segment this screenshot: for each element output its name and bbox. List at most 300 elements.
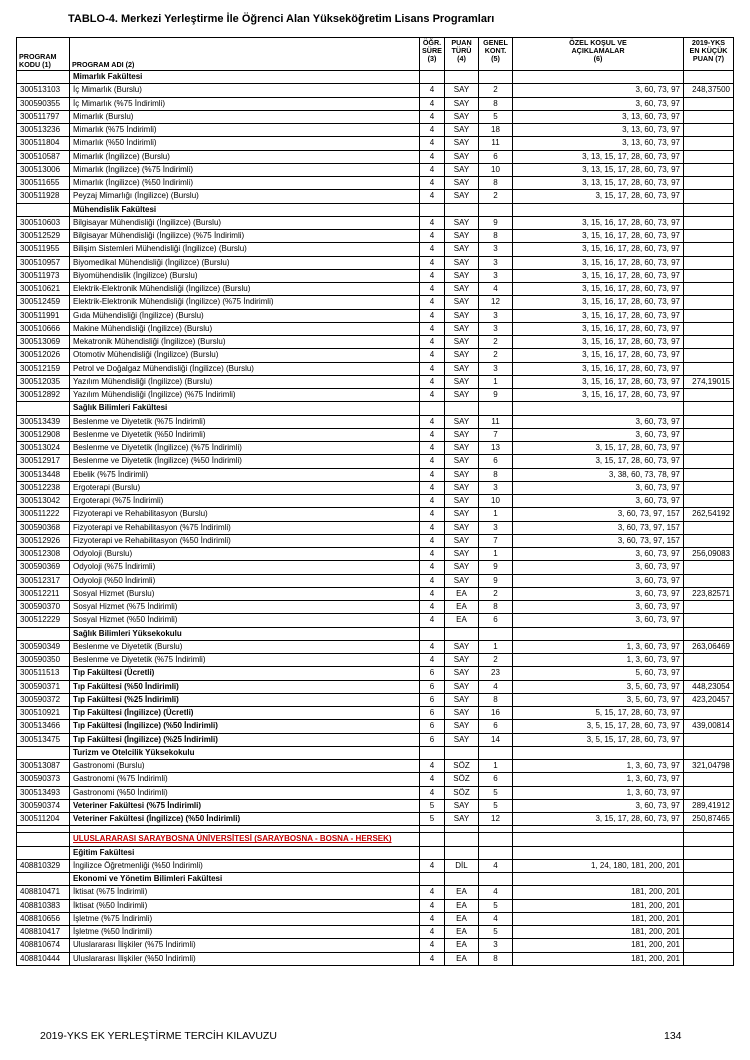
min-score [684, 899, 734, 912]
quota: 3 [479, 322, 513, 335]
special-conditions: 3, 5, 15, 17, 28, 60, 73, 97 [513, 733, 684, 746]
duration: 4 [420, 654, 445, 667]
table-row [17, 84, 734, 97]
special-conditions: 3, 13, 60, 73, 97 [513, 137, 684, 150]
table-row [17, 508, 734, 521]
score-type: SAY [445, 720, 479, 733]
program-code: 300512892 [17, 389, 70, 402]
duration: 5 [420, 799, 445, 812]
special-conditions: 1, 24, 180, 181, 200, 201 [513, 859, 684, 872]
duration: 4 [420, 190, 445, 203]
empty-cell [445, 627, 479, 640]
duration: 6 [420, 720, 445, 733]
program-name: Gastronomi (%50 İndirimli) [70, 786, 420, 799]
duration: 4 [420, 760, 445, 773]
min-score [684, 952, 734, 965]
empty-cell [445, 833, 479, 846]
header-program-code: PROGRAM KODU (1) [17, 38, 70, 71]
score-type: SAY [445, 495, 479, 508]
score-type: SAY [445, 216, 479, 229]
special-conditions: 1, 3, 60, 73, 97 [513, 640, 684, 653]
min-score [684, 859, 734, 872]
duration: 4 [420, 336, 445, 349]
score-type: SAY [445, 481, 479, 494]
score-type: EA [445, 601, 479, 614]
quota: 1 [479, 548, 513, 561]
min-score [684, 362, 734, 375]
min-score [684, 428, 734, 441]
quota: 2 [479, 336, 513, 349]
program-name: Biyomedikal Mühendisliği (İngilizce) (Burslu) [70, 256, 420, 269]
special-conditions: 3, 13, 60, 73, 97 [513, 110, 684, 123]
duration: 4 [420, 587, 445, 600]
program-code: 300510957 [17, 256, 70, 269]
special-conditions: 3, 13, 15, 17, 28, 60, 73, 97 [513, 163, 684, 176]
score-type: SAY [445, 707, 479, 720]
score-type: SAY [445, 428, 479, 441]
quota: 1 [479, 640, 513, 653]
min-score: 250,87465 [684, 813, 734, 826]
min-score [684, 561, 734, 574]
quota: 6 [479, 773, 513, 786]
program-name: Yazılım Mühendisliği (İngilizce) (Burslu) [70, 375, 420, 388]
quota: 9 [479, 389, 513, 402]
empty-cell [445, 402, 479, 415]
empty-cell [479, 71, 513, 84]
min-score [684, 150, 734, 163]
program-code: 300590370 [17, 601, 70, 614]
duration: 4 [420, 362, 445, 375]
program-name: Mekatronik Mühendisliği (İngilizce) (Burslu) [70, 336, 420, 349]
duration: 4 [420, 468, 445, 481]
quota: 5 [479, 110, 513, 123]
program-code: 300510666 [17, 322, 70, 335]
duration: 6 [420, 707, 445, 720]
empty-cell [684, 746, 734, 759]
special-conditions: 181, 200, 201 [513, 912, 684, 925]
score-type: SAY [445, 243, 479, 256]
program-name: Petrol ve Doğalgaz Mühendisliği (İngilizce) (Burslu) [70, 362, 420, 375]
min-score [684, 124, 734, 137]
table-row [17, 574, 734, 587]
empty-cell [684, 826, 734, 833]
empty-cell [513, 203, 684, 216]
quota: 3 [479, 939, 513, 952]
empty-cell [70, 826, 420, 833]
footer-guide-title: 2019-YKS EK YERLEŞTİRME TERCİH KILAVUZU [40, 1030, 277, 1042]
faculty-name: ULUSLARARASI SARAYBOSNA ÜNİVERSİTESİ (SARAYBOSNA - BOSNA - HERSEK) [70, 833, 420, 846]
table-row [17, 786, 734, 799]
table-row [17, 707, 734, 720]
min-score: 263,06469 [684, 640, 734, 653]
code-cell [17, 627, 70, 640]
duration: 4 [420, 296, 445, 309]
score-type: SAY [445, 548, 479, 561]
table-row [17, 773, 734, 786]
table-row [17, 926, 734, 939]
special-conditions: 3, 60, 73, 97 [513, 548, 684, 561]
program-code: 300511204 [17, 813, 70, 826]
program-code: 300510621 [17, 283, 70, 296]
program-code: 300513448 [17, 468, 70, 481]
table-row [17, 667, 734, 680]
min-score [684, 415, 734, 428]
score-type: SAY [445, 362, 479, 375]
duration: 4 [420, 574, 445, 587]
program-name: Tıp Fakültesi (İngilizce) (%50 İndirimli) [70, 720, 420, 733]
special-conditions: 1, 3, 60, 73, 97 [513, 786, 684, 799]
score-type: SAY [445, 508, 479, 521]
quota: 8 [479, 230, 513, 243]
score-type: SAY [445, 693, 479, 706]
special-conditions: 1, 3, 60, 73, 97 [513, 654, 684, 667]
program-name: Beslenme ve Diyetetik (İngilizce) (%75 İndirimli) [70, 442, 420, 455]
program-name: Makine Mühendisliği (İngilizce) (Burslu) [70, 322, 420, 335]
score-type: SÖZ [445, 760, 479, 773]
min-score [684, 190, 734, 203]
special-conditions: 3, 15, 16, 17, 28, 60, 73, 97 [513, 375, 684, 388]
program-name: Odyoloji (Burslu) [70, 548, 420, 561]
faculty-name: Mimarlık Fakültesi [70, 71, 420, 84]
score-type: SAY [445, 309, 479, 322]
min-score: 274,19015 [684, 375, 734, 388]
header-min-score: 2019-YKS EN KÜÇÜK PUAN (7) [684, 38, 734, 71]
duration: 4 [420, 163, 445, 176]
program-code: 300590371 [17, 680, 70, 693]
quota: 8 [479, 693, 513, 706]
score-type: SAY [445, 97, 479, 110]
program-name: Veteriner Fakültesi (%75 İndirimli) [70, 799, 420, 812]
duration: 4 [420, 640, 445, 653]
score-type: EA [445, 912, 479, 925]
quota: 11 [479, 137, 513, 150]
table-row [17, 939, 734, 952]
program-code: 300512917 [17, 455, 70, 468]
special-conditions: 3, 60, 73, 97 [513, 97, 684, 110]
score-type: SAY [445, 177, 479, 190]
program-code: 300510603 [17, 216, 70, 229]
empty-cell [445, 826, 479, 833]
program-name: İngilizce Öğretmenliği (%50 İndirimli) [70, 859, 420, 872]
table-row [17, 269, 734, 282]
duration: 4 [420, 899, 445, 912]
duration: 4 [420, 177, 445, 190]
duration: 4 [420, 349, 445, 362]
program-name: İç Mimarlık (%75 İndirimli) [70, 97, 420, 110]
program-name: Tıp Fakültesi (%50 İndirimli) [70, 680, 420, 693]
special-conditions: 3, 60, 73, 97 [513, 799, 684, 812]
quota: 7 [479, 428, 513, 441]
table-row [17, 654, 734, 667]
score-type: SAY [445, 296, 479, 309]
empty-cell [420, 627, 445, 640]
min-score [684, 389, 734, 402]
min-score [684, 309, 734, 322]
code-cell [17, 71, 70, 84]
min-score [684, 667, 734, 680]
min-score [684, 455, 734, 468]
program-name: İşletme (%50 İndirimli) [70, 926, 420, 939]
quota: 3 [479, 521, 513, 534]
special-conditions: 3, 13, 15, 17, 28, 60, 73, 97 [513, 150, 684, 163]
table-row [17, 415, 734, 428]
score-type: SAY [445, 534, 479, 547]
quota: 8 [479, 468, 513, 481]
duration: 4 [420, 495, 445, 508]
special-conditions: 3, 60, 73, 97 [513, 415, 684, 428]
table-row [17, 521, 734, 534]
program-code: 300510921 [17, 707, 70, 720]
program-code: 300511513 [17, 667, 70, 680]
header-quota: GENEL KONT. (5) [479, 38, 513, 71]
program-code: 300590355 [17, 97, 70, 110]
empty-cell [479, 203, 513, 216]
faculty-row [17, 71, 734, 84]
program-name: Sosyal Hizmet (%50 İndirimli) [70, 614, 420, 627]
empty-cell [684, 627, 734, 640]
table-row [17, 720, 734, 733]
table-row [17, 481, 734, 494]
special-conditions: 181, 200, 201 [513, 899, 684, 912]
code-cell [17, 846, 70, 859]
quota: 3 [479, 481, 513, 494]
empty-cell [420, 71, 445, 84]
quota: 2 [479, 654, 513, 667]
table-row [17, 177, 734, 190]
program-code: 300513042 [17, 495, 70, 508]
program-name: Gastronomi (%75 İndirimli) [70, 773, 420, 786]
min-score [684, 495, 734, 508]
duration: 4 [420, 534, 445, 547]
program-name: Bilgisayar Mühendisliği (İngilizce) (%75 İndirimli) [70, 230, 420, 243]
program-code: 300511955 [17, 243, 70, 256]
program-code: 300512159 [17, 362, 70, 375]
table-row [17, 640, 734, 653]
duration: 4 [420, 389, 445, 402]
duration: 4 [420, 309, 445, 322]
program-name: Otomotiv Mühendisliği (İngilizce) (Burslu) [70, 349, 420, 362]
min-score: 321,04798 [684, 760, 734, 773]
empty-cell [479, 846, 513, 859]
duration: 4 [420, 455, 445, 468]
code-cell [17, 203, 70, 216]
score-type: SAY [445, 256, 479, 269]
duration: 6 [420, 667, 445, 680]
duration: 4 [420, 614, 445, 627]
table-row [17, 110, 734, 123]
quota: 3 [479, 243, 513, 256]
quota: 4 [479, 859, 513, 872]
quota: 8 [479, 177, 513, 190]
quota: 4 [479, 680, 513, 693]
min-score [684, 349, 734, 362]
program-code: 300512035 [17, 375, 70, 388]
table-row [17, 336, 734, 349]
program-name: Uluslararası İlişkiler (%50 İndirimli) [70, 952, 420, 965]
min-score: 448,23054 [684, 680, 734, 693]
quota: 12 [479, 296, 513, 309]
quota: 7 [479, 534, 513, 547]
score-type: SAY [445, 561, 479, 574]
program-code: 300512908 [17, 428, 70, 441]
empty-cell [513, 826, 684, 833]
empty-cell [684, 71, 734, 84]
program-code: 300512026 [17, 349, 70, 362]
empty-cell [513, 746, 684, 759]
special-conditions: 3, 15, 16, 17, 28, 60, 73, 97 [513, 309, 684, 322]
duration: 4 [420, 84, 445, 97]
page-number: 134 [664, 1030, 682, 1042]
empty-cell [684, 846, 734, 859]
empty-cell [513, 627, 684, 640]
min-score [684, 110, 734, 123]
score-type: SAY [445, 640, 479, 653]
quota: 4 [479, 912, 513, 925]
program-code: 300590373 [17, 773, 70, 786]
table-row [17, 309, 734, 322]
quota: 2 [479, 84, 513, 97]
score-type: SAY [445, 468, 479, 481]
program-code: 300512529 [17, 230, 70, 243]
special-conditions: 5, 15, 17, 28, 60, 73, 97 [513, 707, 684, 720]
min-score [684, 534, 734, 547]
programs-table [16, 37, 734, 966]
program-code: 300512238 [17, 481, 70, 494]
duration: 4 [420, 442, 445, 455]
program-code: 300511222 [17, 508, 70, 521]
score-type: SAY [445, 283, 479, 296]
duration: 4 [420, 952, 445, 965]
table-row [17, 362, 734, 375]
duration: 5 [420, 813, 445, 826]
program-name: Fizyoterapi ve Rehabilitasyon (%50 İndirimli) [70, 534, 420, 547]
table-row [17, 137, 734, 150]
duration: 4 [420, 137, 445, 150]
page-title: TABLO-4. Merkezi Yerleştirme İle Öğrenci Alan Yükseköğretim Lisans Programları [68, 13, 495, 25]
min-score: 256,09083 [684, 548, 734, 561]
program-code: 408810471 [17, 886, 70, 899]
program-code: 300511928 [17, 190, 70, 203]
program-name: Sosyal Hizmet (%75 İndirimli) [70, 601, 420, 614]
program-code: 300512317 [17, 574, 70, 587]
empty-cell [445, 203, 479, 216]
quota: 2 [479, 587, 513, 600]
quota: 8 [479, 952, 513, 965]
min-score [684, 521, 734, 534]
quota: 5 [479, 899, 513, 912]
university-row [17, 833, 734, 846]
program-name: Odyoloji (%75 İndirimli) [70, 561, 420, 574]
duration: 4 [420, 521, 445, 534]
header-score-type: PUAN TÜRÜ (4) [445, 38, 479, 71]
table-row [17, 733, 734, 746]
score-type: EA [445, 614, 479, 627]
min-score: 289,41912 [684, 799, 734, 812]
special-conditions: 3, 15, 16, 17, 28, 60, 73, 97 [513, 389, 684, 402]
program-code: 300590369 [17, 561, 70, 574]
min-score [684, 886, 734, 899]
table-row [17, 601, 734, 614]
quota: 10 [479, 163, 513, 176]
special-conditions: 3, 5, 15, 17, 28, 60, 73, 97 [513, 720, 684, 733]
score-type: EA [445, 952, 479, 965]
program-name: Bilgisayar Mühendisliği (İngilizce) (Burslu) [70, 216, 420, 229]
min-score [684, 773, 734, 786]
special-conditions: 181, 200, 201 [513, 939, 684, 952]
program-code: 300512459 [17, 296, 70, 309]
table-row [17, 561, 734, 574]
table-row [17, 587, 734, 600]
special-conditions: 3, 60, 73, 97, 157 [513, 508, 684, 521]
special-conditions: 181, 200, 201 [513, 952, 684, 965]
program-code: 300513466 [17, 720, 70, 733]
score-type: SAY [445, 190, 479, 203]
program-name: İç Mimarlık (Burslu) [70, 84, 420, 97]
special-conditions: 3, 5, 60, 73, 97 [513, 693, 684, 706]
table-row [17, 899, 734, 912]
quota: 12 [479, 813, 513, 826]
min-score [684, 243, 734, 256]
special-conditions: 3, 15, 16, 17, 28, 60, 73, 97 [513, 269, 684, 282]
empty-cell [420, 833, 445, 846]
min-score: 423,20457 [684, 693, 734, 706]
empty-cell [479, 627, 513, 640]
special-conditions: 3, 38, 60, 73, 78, 97 [513, 468, 684, 481]
faculty-row [17, 746, 734, 759]
program-name: Beslenme ve Diyetetik (%50 İndirimli) [70, 428, 420, 441]
program-name: Beslenme ve Diyetetik (İngilizce) (%50 İndirimli) [70, 455, 420, 468]
duration: 6 [420, 693, 445, 706]
special-conditions: 3, 60, 73, 97 [513, 495, 684, 508]
header-program-name: PROGRAM ADI (2) [70, 38, 420, 71]
faculty-name: Turizm ve Otelcilik Yüksekokulu [70, 746, 420, 759]
empty-cell [479, 826, 513, 833]
special-conditions: 3, 60, 73, 97, 157 [513, 521, 684, 534]
quota: 18 [479, 124, 513, 137]
score-type: SAY [445, 415, 479, 428]
duration: 4 [420, 150, 445, 163]
table-header-row [17, 38, 734, 71]
min-score [684, 230, 734, 243]
table-row [17, 389, 734, 402]
program-code: 300513475 [17, 733, 70, 746]
score-type: SAY [445, 574, 479, 587]
code-cell [17, 746, 70, 759]
min-score: 248,37500 [684, 84, 734, 97]
duration: 4 [420, 97, 445, 110]
special-conditions: 181, 200, 201 [513, 926, 684, 939]
special-conditions: 3, 5, 60, 73, 97 [513, 680, 684, 693]
table-row [17, 296, 734, 309]
empty-cell [684, 873, 734, 886]
program-name: Mimarlık (Burslu) [70, 110, 420, 123]
program-name: İktisat (%50 İndirimli) [70, 899, 420, 912]
empty-cell [513, 833, 684, 846]
program-code: 300513493 [17, 786, 70, 799]
empty-cell [513, 402, 684, 415]
duration: 4 [420, 859, 445, 872]
table-row [17, 442, 734, 455]
min-score [684, 97, 734, 110]
duration: 4 [420, 230, 445, 243]
quota: 10 [479, 495, 513, 508]
program-code: 300513069 [17, 336, 70, 349]
min-score [684, 442, 734, 455]
faculty-name: Sağlık Bilimleri Yüksekokulu [70, 627, 420, 640]
min-score [684, 336, 734, 349]
program-name: Biyomühendislik (İngilizce) (Burslu) [70, 269, 420, 282]
empty-cell [684, 833, 734, 846]
